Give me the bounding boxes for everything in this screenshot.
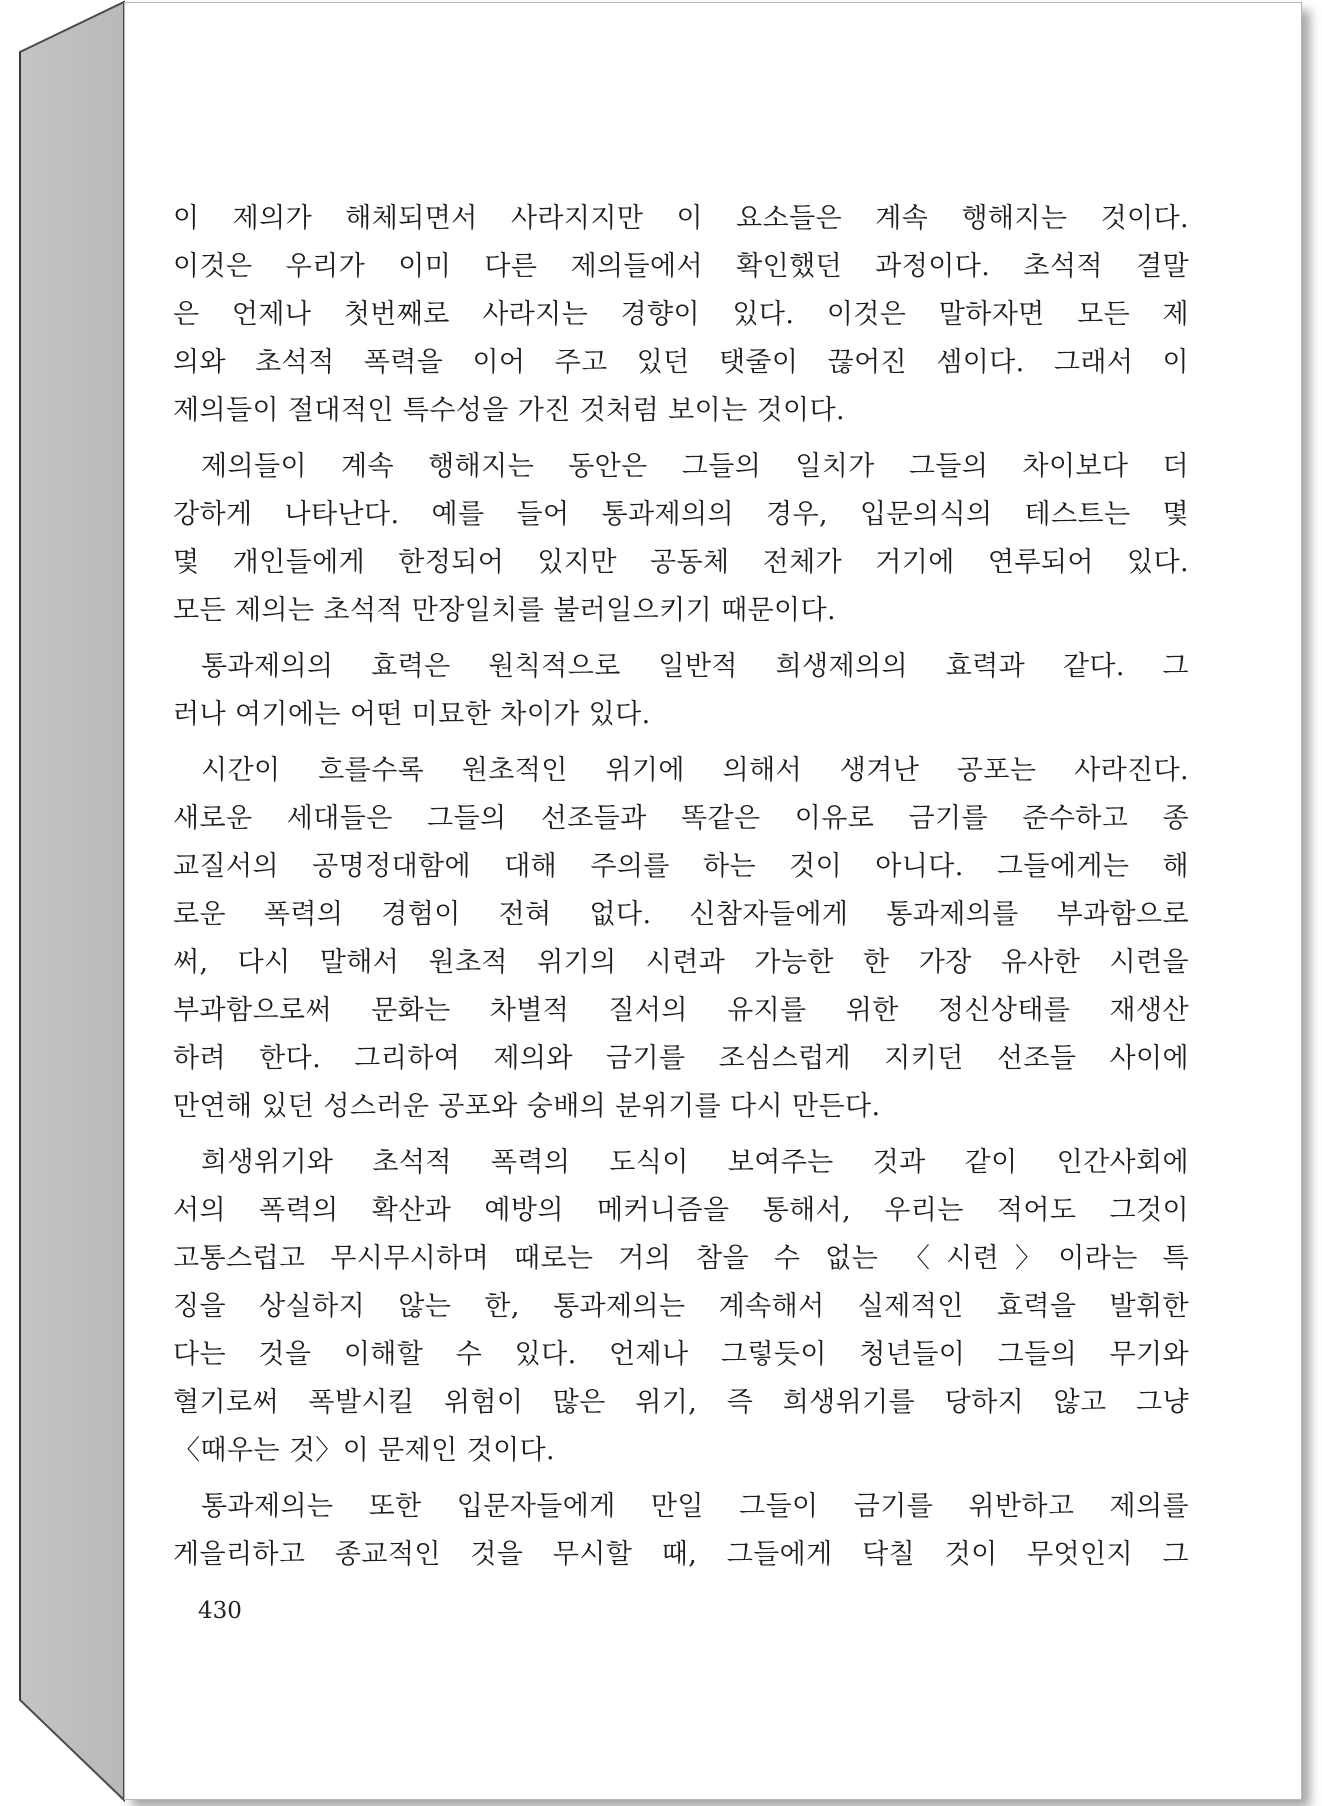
text-line: 써, 다시 말해서 원초적 위기의 시련과 가능한 한 가장 유사한 시련을 <box>173 947 1189 978</box>
page-number: 430 <box>198 1598 242 1624</box>
text-line: 제의들이 계속 행해지는 동안은 그들의 일치가 그들의 차이보다 더 <box>201 451 1189 482</box>
text-line: 통과제의의 효력은 원칙적으로 일반적 희생제의의 효력과 같다. 그 <box>201 651 1189 682</box>
paragraph <box>173 1483 1189 1579</box>
text-line: 희생위기와 초석적 폭력의 도식이 보여주는 것과 같이 인간사회에 <box>201 1147 1189 1178</box>
text-line: 새로운 세대들은 그들의 선조들과 똑같은 이유로 금기를 준수하고 종 <box>173 803 1189 834</box>
paragraph <box>173 195 1189 435</box>
text-line: 이것은 우리가 이미 다른 제의들에서 확인했던 과정이다. 초석적 결말 <box>173 251 1189 282</box>
paragraph <box>173 443 1189 635</box>
paragraph <box>173 1139 1189 1475</box>
text-line: 만연해 있던 성스러운 공포와 숭배의 분위기를 다시 만든다. <box>173 1091 881 1122</box>
body-text <box>173 195 1189 1579</box>
text-line: 시간이 흐를수록 원초적인 위기에 의해서 생겨난 공포는 사라진다. <box>201 755 1189 786</box>
text-line: 모든 제의는 초석적 만장일치를 불러일으키기 때문이다. <box>173 595 836 626</box>
text-line: 통과제의는 또한 입문자들에게 만일 그들이 금기를 위반하고 제의를 <box>201 1491 1189 1522</box>
paragraph-gap <box>173 739 1189 747</box>
paragraph-gap <box>173 635 1189 643</box>
text-line: 이 제의가 해체되면서 사라지지만 이 요소들은 계속 행해지는 것이다. <box>173 203 1189 234</box>
text-line: 징을 상실하지 않는 한, 통과제의는 계속해서 실제적인 효력을 발휘한 <box>173 1291 1189 1322</box>
text-line: 로운 폭력의 경험이 전혀 없다. 신참자들에게 통과제의를 부과함으로 <box>173 899 1189 930</box>
paragraph-gap <box>173 1475 1189 1483</box>
text-line: 제의들이 절대적인 특수성을 가진 것처럼 보이는 것이다. <box>173 395 845 426</box>
text-line: 몇 개인들에게 한정되어 있지만 공동체 전체가 거기에 연루되어 있다. <box>173 547 1189 578</box>
text-line: 의와 초석적 폭력을 이어 주고 있던 탯줄이 끊어진 셈이다. 그래서 이 <box>173 347 1189 378</box>
paragraph <box>173 747 1189 1131</box>
paragraph-gap <box>173 1131 1189 1139</box>
text-line: 러나 여기에는 어떤 미묘한 차이가 있다. <box>173 699 651 730</box>
text-line: 하려 한다. 그리하여 제의와 금기를 조심스럽게 지키던 선조들 사이에 <box>173 1043 1189 1074</box>
paragraph <box>173 643 1189 739</box>
text-line: 혈기로써 폭발시킬 위험이 많은 위기, 즉 희생위기를 당하지 않고 그냥 <box>173 1387 1189 1418</box>
paragraph-gap <box>173 435 1189 443</box>
text-line: 서의 폭력의 확산과 예방의 메커니즘을 통해서, 우리는 적어도 그것이 <box>173 1195 1189 1226</box>
text-line: 부과함으로써 문화는 차별적 질서의 유지를 위한 정신상태를 재생산 <box>173 995 1189 1026</box>
text-line: 다는 것을 이해할 수 있다. 언제나 그렇듯이 청년들이 그들의 무기와 <box>173 1339 1189 1370</box>
text-line: 〈때우는 것〉이 문제인 것이다. <box>173 1435 556 1466</box>
text-line: 은 언제나 첫번째로 사라지는 경향이 있다. 이것은 말하자면 모든 제 <box>173 299 1189 330</box>
text-line: 게을리하고 종교적인 것을 무시할 때, 그들에게 닥칠 것이 무엇인지 그 <box>173 1539 1189 1570</box>
text-line: 고통스럽고 무시무시하며 때로는 거의 참을 수 없는 〈시련〉이라는 특 <box>173 1243 1189 1274</box>
text-line: 강하게 나타난다. 예를 들어 통과제의의 경우, 입문의식의 테스트는 몇 <box>173 499 1189 530</box>
text-line: 교질서의 공명정대함에 대해 주의를 하는 것이 아니다. 그들에게는 해 <box>173 851 1189 882</box>
